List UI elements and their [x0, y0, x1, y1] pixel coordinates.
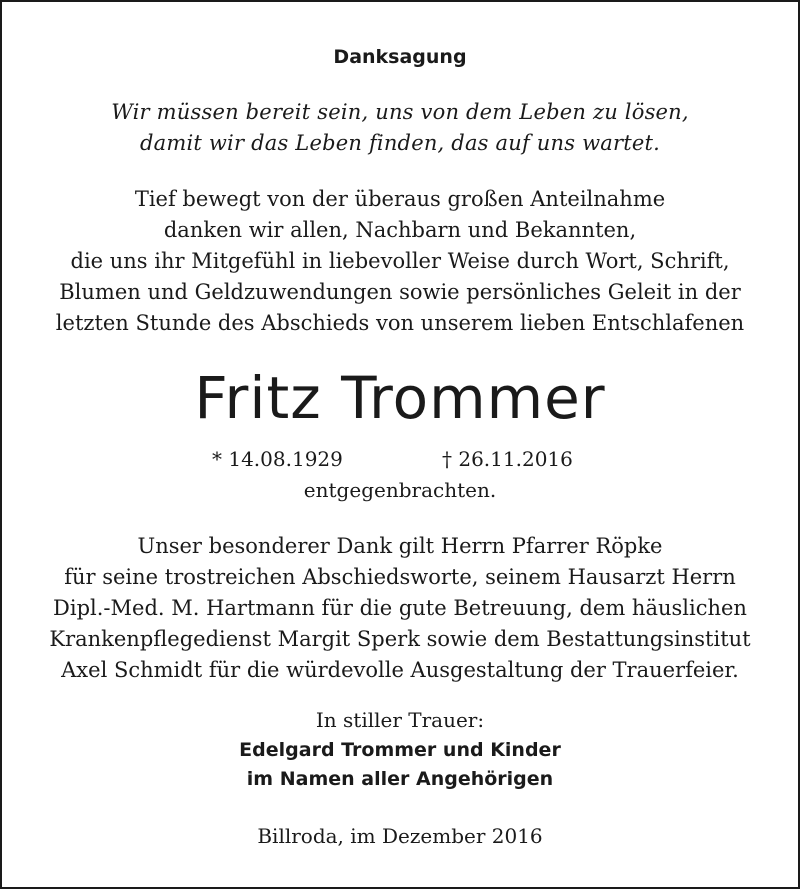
intro-line-3: die uns ihr Mitgefühl in liebevoller Weise durch Wort, Schrift,	[70, 249, 730, 273]
intro-line-1: Tief bewegt von der überaus großen Anteilnahme	[134, 187, 666, 211]
after-dates-text: entgegenbrachten.	[303, 478, 497, 502]
intro-line-5: letzten Stunde des Abschieds von unserem lieben Entschlafenen	[55, 311, 745, 335]
deceased-name: Fritz Trommer	[194, 364, 606, 432]
death-date: † 26.11.2016	[442, 447, 573, 471]
mourning-label: In stiller Trauer:	[315, 708, 485, 732]
intro-line-2: danken wir allen, Nachbarn und Bekannten,	[163, 218, 637, 242]
notice-title: Danksagung	[333, 46, 467, 68]
thanks-line-1: Unser besonderer Dank gilt Herrn Pfarrer Röpke	[137, 534, 663, 558]
thanks-line-4: Krankenpflegedienst Margit Sperk sowie dem Bestattungsinstitut	[49, 627, 751, 651]
signer-line-2: im Namen aller Angehörigen	[246, 768, 554, 790]
place-date: Billroda, im Dezember 2016	[257, 824, 543, 848]
signer-line-1: Edelgard Trommer und Kinder	[239, 739, 561, 761]
thanks-line-3: Dipl.-Med. M. Hartmann für die gute Betreuung, dem häuslichen	[53, 596, 747, 620]
thanks-line-2: für seine trostreichen Abschiedsworte, seinem Hausarzt Herrn	[64, 565, 736, 589]
thanks-line-5: Axel Schmidt für die würdevolle Ausgestaltung der Trauerfeier.	[61, 658, 739, 682]
quote-line-1: Wir müssen bereit sein, uns von dem Leben zu lösen,	[111, 100, 689, 124]
quote-line-2: damit wir das Leben finden, das auf uns wartet.	[139, 131, 661, 155]
intro-line-4: Blumen und Geldzuwendungen sowie persönliches Geleit in der	[59, 280, 741, 304]
birth-date: * 14.08.1929	[212, 447, 343, 471]
